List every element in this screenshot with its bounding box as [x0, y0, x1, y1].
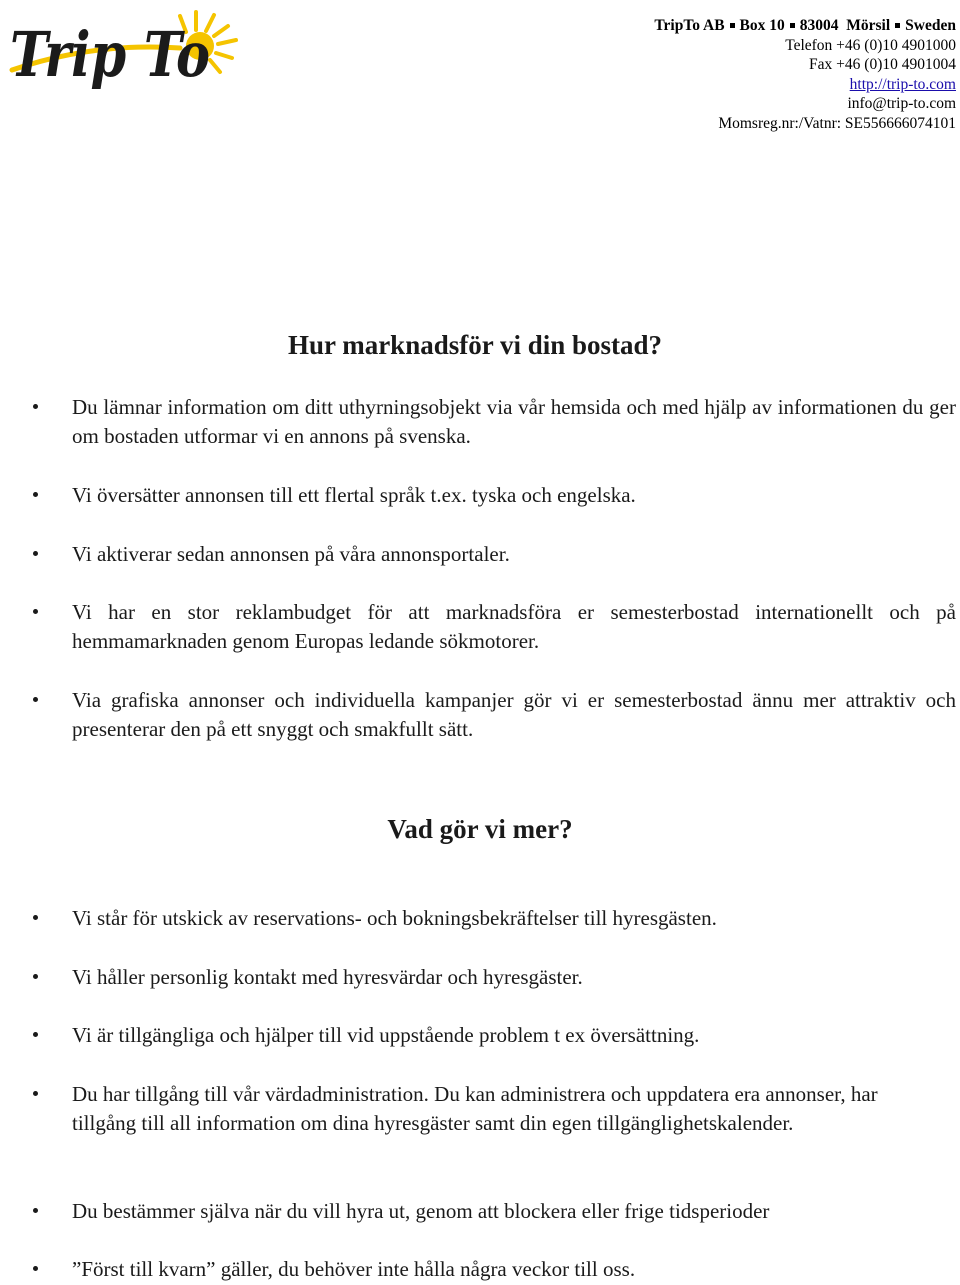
bullet-icon: [33, 1266, 38, 1271]
bullet-icon: [33, 609, 38, 614]
list-item: ”Först till kvarn” gäller, du behöver inte hålla några veckor till oss.: [72, 1255, 956, 1284]
bullet-icon: [33, 404, 38, 409]
logo-text: Trip To: [10, 18, 210, 91]
bullet-icon: [33, 1032, 38, 1037]
company-info: [654, 16, 956, 133]
tripto-logo: [4, 2, 252, 94]
list-item: Vi håller personlig kontakt med hyresvärdar och hyresgäster.: [72, 963, 956, 992]
company-box: Box 10: [739, 17, 785, 34]
list-item: Vi översätter annonsen till ett flertal språk t.ex. tyska och engelska.: [72, 481, 956, 510]
bullet-icon: [33, 492, 38, 497]
list-item: Vi står för utskick av reservations- och bokningsbekräftelser till hyresgästen.: [72, 904, 956, 933]
section-2-title: Vad gör vi mer?: [387, 814, 573, 844]
company-phone: Telefon +46 (0)10 4901000: [785, 36, 956, 54]
company-country: Sweden: [905, 17, 956, 34]
company-name: TripTo AB: [654, 17, 725, 34]
bullet-icon: [33, 551, 38, 556]
company-email: info@trip-to.com: [847, 95, 956, 112]
section-1-title: Hur marknadsför vi din bostad?: [287, 330, 663, 360]
company-address-line: [654, 16, 956, 36]
list-item: Vi har en stor reklambudget för att marknadsföra er semesterbostad internationellt och på hemmamarknaden genom Europas ledande sökmotorer.: [72, 598, 956, 656]
list-item: Du lämnar information om ditt uthyrningsobjekt via vår hemsida och med hjälp av informationen du ger om bostaden utformar vi en annons på svenska.: [72, 393, 956, 451]
company-postal: 83004: [799, 17, 839, 34]
bullet-icon: [33, 974, 38, 979]
company-vat: Momsreg.nr:/Vatnr: SE556666074101: [718, 114, 956, 132]
company-city: Mörsil: [846, 17, 891, 34]
bullet-icon: [33, 697, 38, 702]
bullet-icon: [33, 1208, 38, 1213]
bullet-icon: [33, 1091, 38, 1096]
company-website-link[interactable]: http://trip-to.com: [849, 75, 956, 93]
list-item: Vi aktiverar sedan annonsen på våra annonsportaler.: [72, 540, 956, 569]
list-item: Du har tillgång till vår värdadministration. Du kan administrera och uppdatera era annonser, har tillgång till all information om dina hyresgäster samt din egen tillgänglighetskalender.: [72, 1080, 912, 1138]
company-fax: Fax +46 (0)10 4901004: [809, 56, 956, 73]
list-item: Du bestämmer själva när du vill hyra ut, genom att blockera eller frige tidsperioder: [72, 1197, 956, 1226]
list-item: Via grafiska annonser och individuella kampanjer gör vi er semesterbostad ännu mer attraktiv och presenterar den på ett snyggt och smakfullt sätt.: [72, 686, 956, 744]
bullet-icon: [33, 915, 38, 920]
list-item: Vi är tillgängliga och hjälper till vid uppstående problem t ex översättning.: [72, 1021, 956, 1050]
